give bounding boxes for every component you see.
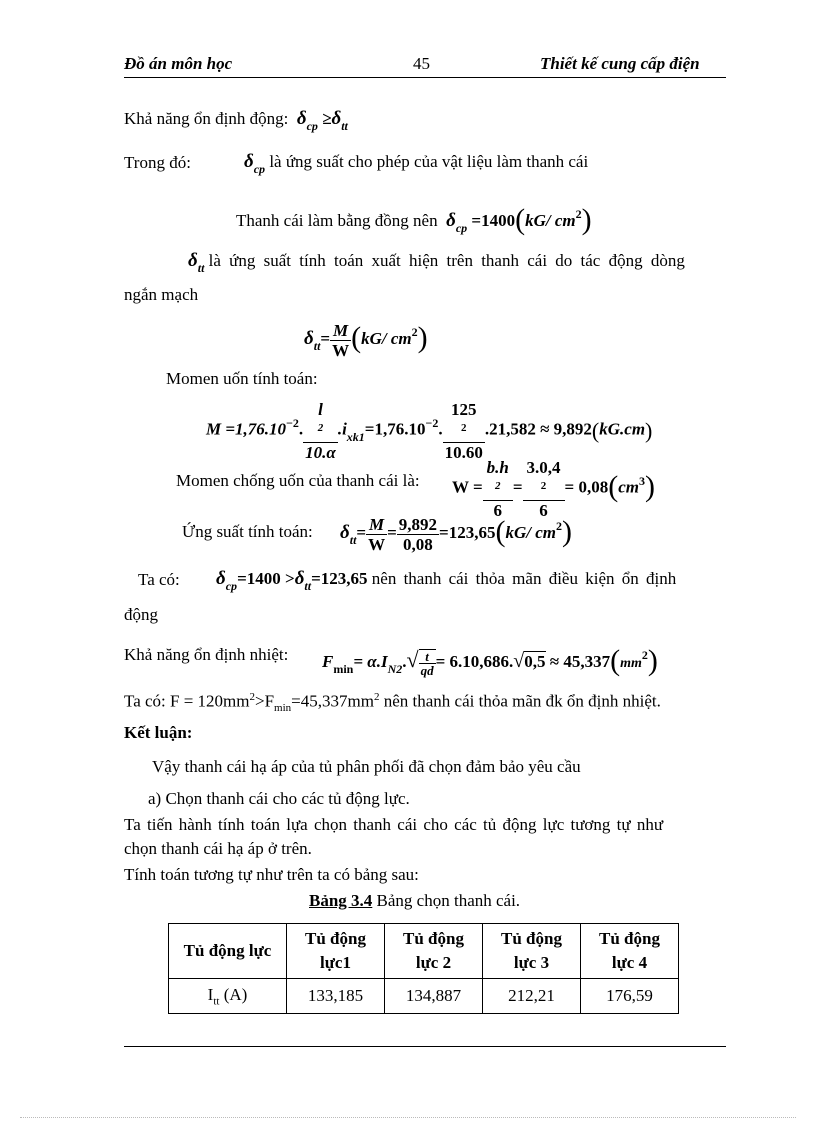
header-cell: Tủ động lực1 [287,924,385,979]
calculated-stress-label: Ứng suất tính toán: [182,522,313,541]
paragraph-line-3: Tính toán tương tự như trên ta có bảng sau: [124,865,419,884]
value-cell: 212,21 [483,979,581,1014]
table-header-row [169,924,679,979]
sigma-cp-definition: $\delta_{cp}$ là ứng suất cho phép của vật liệu làm thanh cái [244,151,589,176]
value-cell: 134,887 [385,979,483,1014]
header-right: Thiết kế cung cấp điện [540,54,700,73]
conclusion-text: Vậy thanh cái hạ áp của tủ phân phối đã chọn đảm bảo yêu cầu [152,757,581,776]
dynamic-stability-line: Khả năng ổn định động: $\delta_{cp} \ge\delta_{tt}$ [124,108,348,133]
thermal-stability-label: Khả năng ổn định nhiệt: [124,645,289,664]
table-caption: Bảng 3.4 Bảng chọn thanh cái. [309,891,521,910]
page-bottom-dotted-line [20,1117,796,1118]
section-modulus-formula: W = b.h $^2$ 6 = 3.0,4 $^2$ 6 = $0,08(cm^3)$ [452,458,656,520]
header-cell: Tủ động lực 2 [385,924,483,979]
header-cell: Tủ động lực 4 [581,924,679,979]
comparison-line: $\delta_{cp}=1400 >\delta_{tt}=123,65$ nên thanh cái thỏa mãn điều kiện ổn định [216,568,677,593]
paragraph-line-2: chọn thanh cái hạ áp ở trên. [124,839,312,858]
page-number: 45 [413,54,430,73]
subsection-a: a) Chọn thanh cái cho các tủ động lực. [148,789,410,808]
busbar-table [168,923,679,1014]
value-cell: 176,59 [581,979,679,1014]
header-rule [124,77,726,78]
row-label-cell: $I_{tt}$ (A) [169,979,287,1014]
conclusion-heading: Kết luận: [124,723,193,742]
footer-rule [124,1046,726,1047]
comparison-prefix: Ta có: [138,570,180,589]
value-cell: 133,185 [287,979,385,1014]
header-left: Đồ án môn học [124,54,233,73]
table-row [169,979,679,1014]
calculated-stress-formula: $\delta_{tt}=$ $\frac{M}{W}$ = $\frac{9,892}{0,08}$ =123,65(kG/ $cm^2$) [340,514,572,554]
short-circuit-text: ngắn mạch [124,285,199,304]
copper-busbar-line: Thanh cái làm bằng đồng nên $\delta_{cp} =1400(kG/$ $cm^2$) [236,203,592,236]
bending-moment-formula: $M =1,76.10^{-2}$. l $^2$ 10.α $.i_{xk1}=1,76.10^{-2}$. 125 $^2$ 10.60 .21,582 ≈ 9,892(kG.cm) [206,400,653,462]
sigma-tt-definition: $\delta_{tt}$ là ứng suất tính toán xuất hiện trên thanh cái do tác động dòng [188,250,685,275]
sigma-tt-formula: $\delta_{tt}=$ $\frac{M}{W}$ (kG/ $cm^2$) [304,320,428,360]
bending-moment-label: Momen uốn tính toán: [166,369,318,388]
where-line: Trong đó: [124,153,191,172]
area-comparison-line: Ta có: $F = 120mm^2>F_{min}=45,337mm^2$ nên thanh cái thỏa mãn đk ổn định nhiệt. [124,691,661,715]
paragraph-line-1: Ta tiến hành tính toán lựa chọn thanh cái cho các tủ động lực tương tự như [124,815,664,834]
header-cell: Tủ động lực [169,924,287,979]
thermal-stability-formula: $F_{min}= \alpha.I_{N2}.√$ $\frac{t}{qd}$ = $6.10,686.√0,5 \approx 45,337(mm^2)$ [322,644,658,678]
dynamic-word: động [124,605,158,624]
header-cell: Tủ động lực 3 [483,924,581,979]
section-modulus-line: Momen chống uốn của thanh cái là: [176,471,420,490]
